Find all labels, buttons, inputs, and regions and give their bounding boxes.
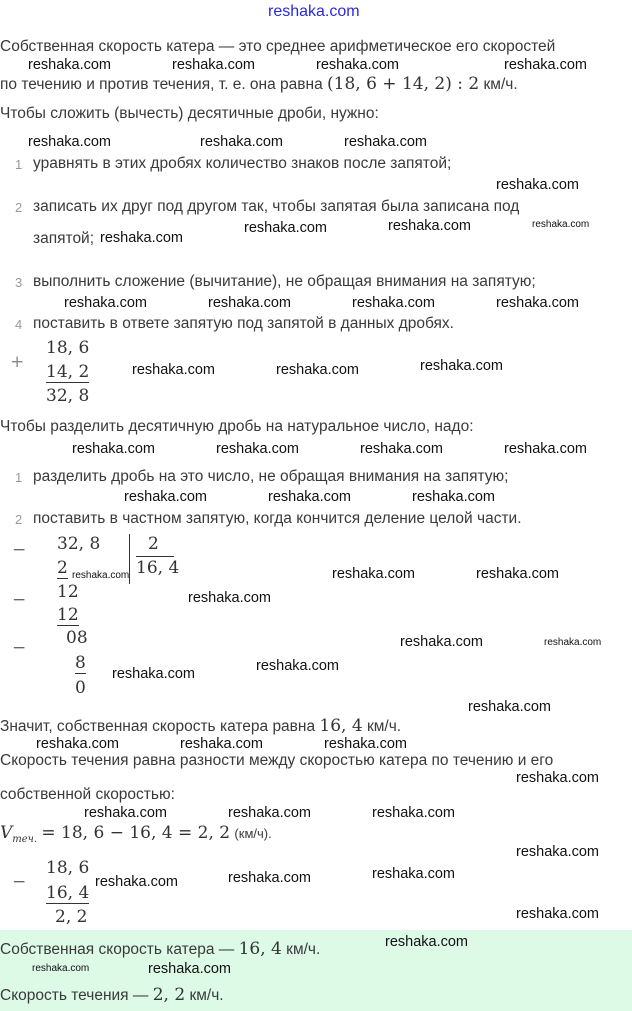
remainder: 08 <box>66 628 88 648</box>
paragraph: Скорость течения равна разности между скоростью катера по течению и его <box>0 752 554 769</box>
watermark: reshaka.com <box>388 218 472 234</box>
watermark: reshaka.com <box>84 805 168 821</box>
answer-line <box>0 985 224 1006</box>
paragraph: Собственная скорость катера — это среднее арифметическое его скоростей <box>0 38 556 55</box>
watermark: reshaka.com <box>372 866 456 882</box>
list-number: 1 <box>15 157 23 172</box>
watermark: reshaka.com <box>208 295 292 311</box>
paragraph <box>0 716 401 737</box>
list-item: запятой; <box>33 230 95 247</box>
dividend: 32, 8 <box>57 534 101 554</box>
watermark: reshaka.com <box>516 770 600 786</box>
math: 16, 4 <box>319 716 363 736</box>
subtrahend: 16, 4 <box>46 883 90 903</box>
addend: 14, 2 <box>46 362 90 382</box>
watermark: reshaka.com <box>112 666 196 682</box>
list-item: уравнять в этих дробях количество знаков после запятой; <box>33 155 452 172</box>
text: Значит, собственная скорость катера равна <box>0 718 316 735</box>
divisor-line <box>136 556 174 557</box>
watermark: reshaka.com <box>124 489 208 505</box>
watermark: reshaka.com <box>276 362 360 378</box>
subtrahend: 12 <box>57 605 79 625</box>
list-item: поставить в ответе запятую под запятой в данных дробях. <box>33 315 454 332</box>
watermark: reshaka.com <box>324 736 408 752</box>
watermark: reshaka.com <box>95 874 179 890</box>
answer-line <box>0 939 320 960</box>
watermark: reshaka.com <box>28 134 112 150</box>
watermark: reshaka.com <box>504 441 588 457</box>
watermark: reshaka.com <box>352 295 436 311</box>
watermark: reshaka.com <box>420 358 504 374</box>
watermark: reshaka.com <box>200 134 284 150</box>
watermark: reshaka.com <box>385 934 469 950</box>
watermark: reshaka.com <box>544 637 602 648</box>
math-subscript: теч. <box>12 834 38 846</box>
watermark: reshaka.com <box>244 220 328 236</box>
watermark: reshaka.com <box>256 658 340 674</box>
math: (18, 6 + 14, 2) : 2 <box>327 74 480 94</box>
watermark: reshaka.com <box>496 177 580 193</box>
list-item: поставить в частном запятую, когда кончится деление целой части. <box>33 510 522 527</box>
minus-sign: − <box>12 638 27 658</box>
paragraph: Чтобы разделить десятичную дробь на натуральное число, надо: <box>0 418 474 435</box>
watermark: reshaka.com <box>516 844 600 860</box>
watermark: reshaka.com <box>64 295 148 311</box>
watermark: reshaka.com <box>72 441 156 457</box>
subtrahend: 8 <box>75 653 86 673</box>
formula <box>0 823 272 850</box>
list-item: разделить дробь на это число, не обращая внимания на запятую; <box>33 468 509 485</box>
site-link[interactable]: reshaka.com <box>268 3 360 20</box>
watermark: reshaka.com <box>72 570 130 581</box>
watermark: reshaka.com <box>228 805 312 821</box>
watermark: reshaka.com <box>32 963 90 974</box>
minuend: 18, 6 <box>46 858 90 878</box>
watermark: reshaka.com <box>188 590 272 606</box>
addend: 18, 6 <box>46 338 90 358</box>
math: V <box>0 823 13 843</box>
paragraph: Чтобы сложить (вычесть) десятичные дроби, нужно: <box>0 105 379 122</box>
watermark: reshaka.com <box>268 489 352 505</box>
watermark: reshaka.com <box>476 566 560 582</box>
plus-sign: + <box>10 352 25 372</box>
unit: км/ч. <box>366 718 402 735</box>
watermark: reshaka.com <box>132 362 216 378</box>
math: 16, 4 <box>238 939 282 959</box>
sum: 32, 8 <box>46 386 90 406</box>
list-number: 3 <box>15 275 23 290</box>
math: 2, 2 <box>152 985 186 1005</box>
math: = 18, 6 − 16, 4 = 2, 2 <box>41 823 231 843</box>
text: Скорость течения — <box>0 987 149 1004</box>
unit: км/ч. <box>483 76 518 93</box>
watermark: reshaka.com <box>180 736 264 752</box>
text: Собственная скорость катера — <box>0 941 235 958</box>
unit: км/ч. <box>189 987 224 1004</box>
watermark: reshaka.com <box>100 230 184 246</box>
watermark: reshaka.com <box>332 566 416 582</box>
watermark: reshaka.com <box>372 805 456 821</box>
watermark: reshaka.com <box>516 906 600 922</box>
quotient: 16, 4 <box>136 558 180 578</box>
minus-sign: − <box>12 540 27 560</box>
unit: (км/ч). <box>234 826 272 841</box>
watermark: reshaka.com <box>28 57 112 73</box>
list-number: 2 <box>15 512 23 527</box>
list-number: 1 <box>15 470 23 485</box>
watermark: reshaka.com <box>316 57 400 73</box>
minus-sign: − <box>12 590 27 610</box>
watermark: reshaka.com <box>344 134 428 150</box>
watermark: reshaka.com <box>532 219 590 230</box>
watermark: reshaka.com <box>216 441 300 457</box>
difference: 2, 2 <box>55 907 88 927</box>
paragraph: собственной скоростью: <box>0 786 175 803</box>
list-number: 4 <box>15 317 23 332</box>
unit: км/ч. <box>286 941 321 958</box>
watermark: reshaka.com <box>496 295 580 311</box>
watermark: reshaka.com <box>172 57 256 73</box>
watermark: reshaka.com <box>228 870 312 886</box>
watermark: reshaka.com <box>400 634 484 650</box>
remainder: 12 <box>57 582 79 602</box>
list-item: записать их друг под другом так, чтобы запятая была записана под <box>33 198 520 215</box>
divisor: 2 <box>148 534 159 554</box>
watermark: reshaka.com <box>36 736 120 752</box>
remainder: 0 <box>75 678 86 698</box>
watermark: reshaka.com <box>468 699 552 715</box>
watermark: reshaka.com <box>504 57 588 73</box>
list-number: 2 <box>15 200 23 215</box>
watermark: reshaka.com <box>148 961 232 977</box>
watermark: reshaka.com <box>412 489 496 505</box>
watermark: reshaka.com <box>360 441 444 457</box>
minus-sign: − <box>12 872 27 892</box>
text: по течению и против течения, т. е. она равна <box>0 76 323 93</box>
subtrahend: 2 <box>57 558 68 578</box>
list-item: выполнить сложение (вычитание), не обращая внимания на запятую; <box>33 273 536 290</box>
paragraph <box>0 74 518 95</box>
